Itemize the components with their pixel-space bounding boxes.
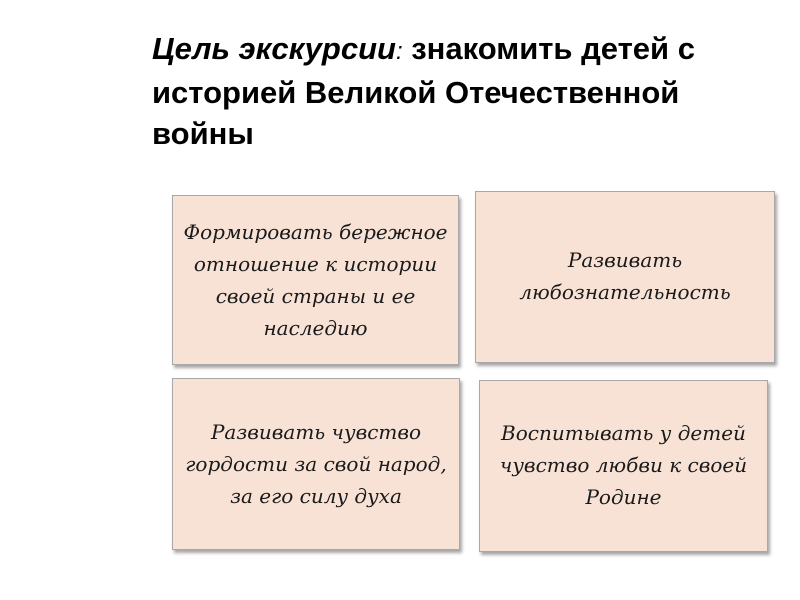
goal-card-4 [479, 380, 768, 552]
title-rest: знакомить детей с историей Великой Отечественной войны [152, 31, 695, 151]
goal-card-2 [475, 191, 775, 363]
goal-text-4: Воспитывать у детей чувство любви к своей Родине [499, 421, 748, 509]
goal-text-1: Формировать бережное отношение к истории своей страны и ее наследию [183, 220, 448, 340]
goal-text-2: Развивать любознательность [519, 248, 731, 304]
slide-title [152, 28, 772, 154]
goal-card-3 [172, 378, 460, 550]
title-lead: Цель экскурсии [152, 31, 396, 66]
title-colon: : [395, 38, 403, 65]
goal-text-3: Развивать чувство гордости за свой народ, за его силу духа [185, 420, 447, 508]
goal-card-1 [172, 195, 459, 365]
